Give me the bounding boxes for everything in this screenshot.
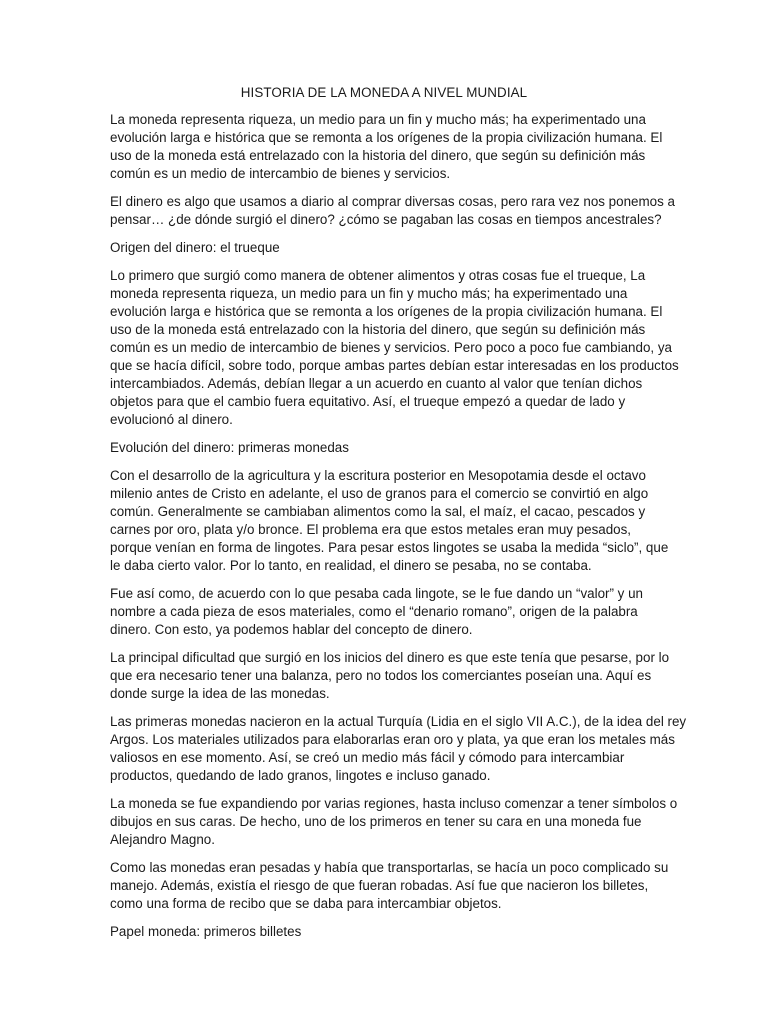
section-heading	[110, 239, 658, 257]
text-line: Argos. Los materiales utilizados para elaborarlas eran oro y plata, ya que eran los metales más	[110, 732, 675, 747]
text-line: donde surge la idea de las monedas.	[110, 686, 330, 701]
text-line: porque venían en forma de lingotes. Para pesar estos lingotes se usaba la medida “siclo”, que	[110, 540, 669, 555]
text-line: moneda representa riqueza, un medio para un fin y mucho más; ha experimentado una	[110, 286, 628, 301]
text-line: le daba cierto valor. Por lo tanto, en realidad, el dinero se pesaba, no se contaba.	[110, 558, 592, 573]
paragraph	[110, 713, 687, 785]
paragraph	[110, 267, 679, 429]
text-line: Con el desarrollo de la agricultura y la escritura posterior en Mesopotamia desde el octavo	[110, 468, 646, 483]
paragraph	[110, 111, 663, 183]
text-line: dibujos en sus caras. De hecho, uno de los primeros en tener su cara en una moneda fue	[110, 814, 642, 829]
paragraph	[110, 193, 675, 229]
document-body	[110, 111, 687, 941]
paragraph	[110, 467, 669, 575]
text-line: pensar… ¿de dónde surgió el dinero? ¿cómo se pagaban las cosas en tiempos ancestrales?	[110, 212, 662, 227]
text-line: Alejandro Magno.	[110, 832, 215, 847]
text-line: evolución larga e histórica que se remonta a los orígenes de la propia civilización humana. El	[110, 130, 663, 145]
paragraph	[110, 649, 670, 703]
text-line: uso de la moneda está entrelazado con la historia del dinero, que según su definición más	[110, 322, 646, 337]
text-line: dinero. Con esto, ya podemos hablar del concepto de dinero.	[110, 622, 473, 637]
text-line: que era necesario tener una balanza, pero no todos los comerciantes poseían una. Aquí es	[110, 668, 652, 683]
text-line: productos, quedando de lado granos, lingotes e incluso ganado.	[110, 768, 491, 783]
text-line: intercambiados. Además, debían llegar a un acuerdo en cuanto al valor que tenían dichos	[110, 376, 643, 391]
paragraph	[110, 585, 658, 639]
text-line: nombre a cada pieza de esos materiales, como el “denario romano”, origen de la palabra	[110, 604, 638, 619]
text-line: La moneda representa riqueza, un medio para un fin y mucho más; ha experimentado una	[110, 112, 646, 127]
text-line: Lo primero que surgió como manera de obtener alimentos y otras cosas fue el trueque, La	[110, 268, 646, 283]
text-line: Las primeras monedas nacieron en la actual Turquía (Lidia en el siglo VII A.C.), de la idea del rey	[110, 714, 687, 729]
text-line: que se hacía difícil, sobre todo, porque ambas partes debían estar interesadas en los productos	[110, 358, 679, 373]
text-line: común es un medio de intercambio de bienes y servicios.	[110, 166, 451, 181]
paragraph	[110, 859, 669, 913]
text-line: Como las monedas eran pesadas y había que transportarlas, se hacía un poco complicado su	[110, 860, 669, 875]
text-line: Papel moneda: primeros billetes	[110, 924, 302, 939]
text-line: manejo. Además, existía el riesgo de que fueran robadas. Así fue que nacieron los billetes,	[110, 878, 649, 893]
text-line: evolución larga e histórica que se remonta a los orígenes de la propia civilización humana. El	[110, 304, 663, 319]
text-line: Fue así como, de acuerdo con lo que pesaba cada lingote, se le fue dando un “valor” y un	[110, 586, 643, 601]
text-line: común es un medio de intercambio de bienes y servicios. Pero poco a poco fue cambiando, ya	[110, 340, 672, 355]
section-heading	[110, 923, 658, 941]
document-title: HISTORIA DE LA MONEDA A NIVEL MUNDIAL	[240, 85, 528, 100]
text-line: valiosos en ese momento. Así, se creó un medio más fácil y cómodo para intercambiar	[110, 750, 625, 765]
section-heading	[110, 439, 658, 457]
text-line: carnes por oro, plata y/o bronce. El problema era que estos metales eran muy pesados,	[110, 522, 632, 537]
paragraph	[110, 795, 678, 849]
text-line: milenio antes de Cristo en adelante, el uso de granos para el comercio se convirtió en algo	[110, 486, 649, 501]
text-line: objetos para que el cambio fuera equitativo. Así, el trueque empezó a quedar de lado y	[110, 394, 626, 409]
text-line: evolucionó al dinero.	[110, 412, 233, 427]
text-line: común. Generalmente se cambiaban alimentos como la sal, el maíz, el cacao, pescados y	[110, 504, 646, 519]
text-line: Origen del dinero: el trueque	[110, 240, 280, 255]
text-line: uso de la moneda está entrelazado con la historia del dinero, que según su definición más	[110, 148, 646, 163]
text-line: El dinero es algo que usamos a diario al comprar diversas cosas, pero rara vez nos ponemos a	[110, 194, 675, 209]
text-line: La moneda se fue expandiendo por varias regiones, hasta incluso comenzar a tener símbolos o	[110, 796, 678, 811]
text-line: La principal dificultad que surgió en los inicios del dinero es que este tenía que pesarse, por lo	[110, 650, 670, 665]
text-line: Evolución del dinero: primeras monedas	[110, 440, 349, 455]
text-line: como una forma de recibo que se daba para intercambiar objetos.	[110, 896, 502, 911]
